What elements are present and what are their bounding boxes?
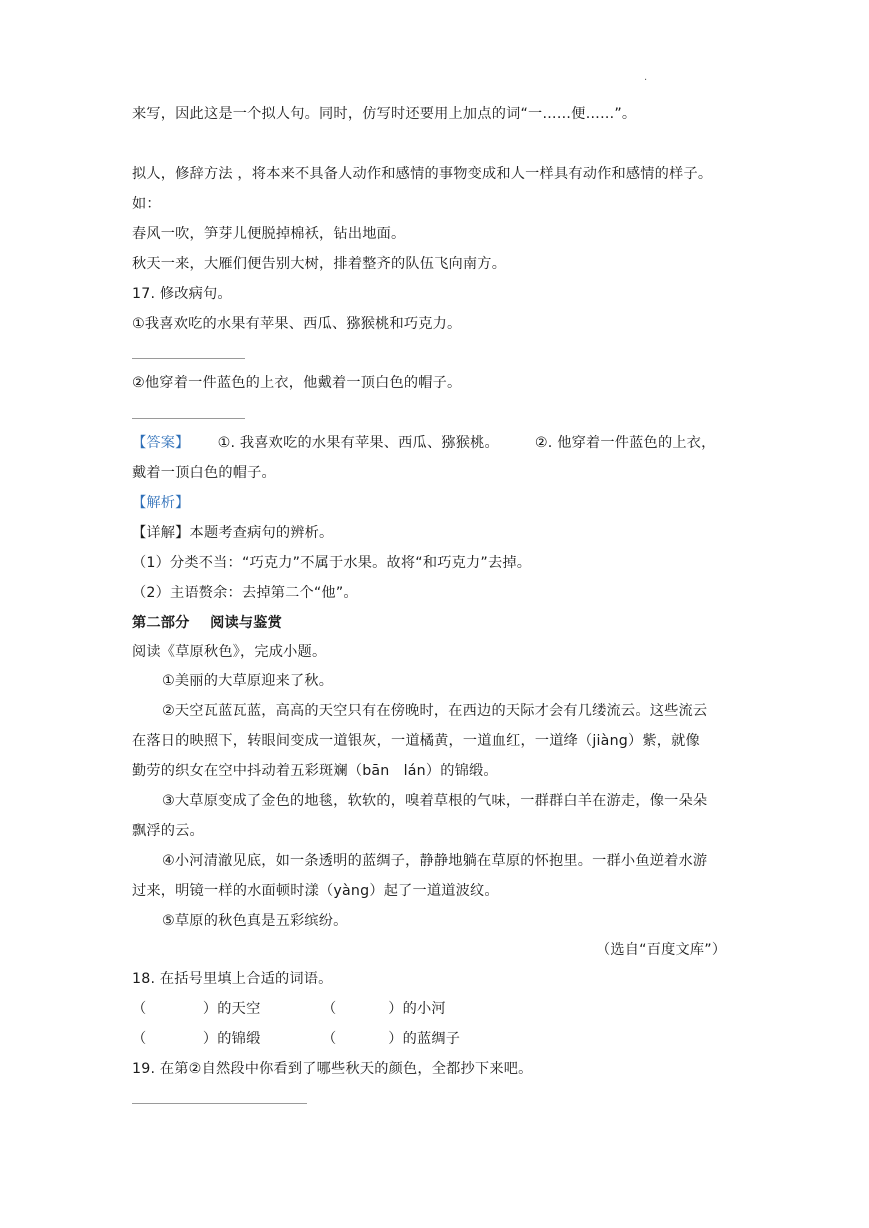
fill-blank-item: （ ）的锦缎 — [132, 1031, 261, 1047]
passage-paragraph-2-cont: 在落日的映照下，转眼间变成一道银灰，一道橘黄，一道血红，一道绛（jiàng）紫，就像 — [132, 733, 700, 749]
analysis-point-2: （2）主语赘余：去掉第二个“他”。 — [132, 585, 358, 601]
answer-blank-line — [132, 418, 245, 419]
passage-paragraph-4: ④小河清澈见底，如一条透明的蓝绸子，静静地躺在草原的怀抱里。一群小鱼逆着水游 — [162, 853, 708, 869]
passage-paragraph-1: ①美丽的大草原迎来了秋。 — [162, 673, 334, 689]
answer-blank-line — [132, 1103, 307, 1104]
section-heading: 第二部分 阅读与鉴赏 — [132, 615, 283, 631]
passage-source: （选自“百度文库”） — [596, 942, 727, 958]
text-line: 来写，因此这是一个拟人句。同时，仿写时还要用上加点的词“一……便……”。 — [132, 106, 637, 122]
passage-paragraph-4-cont: 过来，明镜一样的水面顿时漾（yàng）起了一道道波纹。 — [132, 883, 499, 899]
reading-intro: 阅读《草原秋色》，完成小题。 — [132, 644, 327, 660]
text-line: 秋天一来，大雁们便告别大树，排着整齐的队伍飞向南方。 — [132, 256, 507, 272]
text-line: 如： — [132, 196, 161, 212]
passage-paragraph-2: ②天空瓦蓝瓦蓝，高高的天空只有在傍晚时，在西边的天际才会有几缕流云。这些流云 — [162, 703, 708, 719]
question-19-title: 19. 在第②自然段中你看到了哪些秋天的颜色，全都抄下来吧。 — [132, 1061, 533, 1077]
passage-paragraph-2-cont: 勤劳的织女在空中抖动着五彩斑斓（bān lán）的锦缎。 — [132, 763, 498, 779]
analysis-label: 【解析】 — [132, 495, 190, 511]
text-line: 拟人，修辞方法 ，将本来不具备人动作和感情的事物变成和人一样具有动作和感情的样子。 — [132, 166, 713, 182]
analysis-point-1: （1）分类不当：“巧克力”不属于水果。故将“和巧克力”去掉。 — [132, 555, 532, 571]
fill-blank-item: （ ）的小河 — [322, 1001, 446, 1017]
answer-continuation: 戴着一顶白色的帽子。 — [132, 465, 276, 481]
fill-blank-item: （ ）的蓝绸子 — [322, 1031, 461, 1047]
answer-part-1: ①. 我喜欢吃的水果有苹果、西瓜、猕猴桃。 — [217, 435, 499, 451]
passage-paragraph-3-cont: 飘浮的云。 — [132, 823, 204, 839]
fill-blank-item: （ ）的天空 — [132, 1001, 261, 1017]
answer-part-2: ②. 他穿着一件蓝色的上衣， — [534, 435, 716, 451]
question-17-sentence-2: ②他穿着一件蓝色的上衣，他戴着一顶白色的帽子。 — [132, 375, 462, 391]
answer-blank-line — [132, 358, 245, 359]
question-18-title: 18. 在括号里填上合适的词语。 — [132, 971, 333, 987]
question-17-title: 17. 修改病句。 — [132, 286, 232, 302]
passage-paragraph-5: ⑤草原的秋色真是五彩缤纷。 — [162, 913, 348, 929]
answer-line — [132, 433, 716, 453]
passage-paragraph-3: ③大草原变成了金色的地毯，软软的，嗅着草根的气味，一群群白羊在游走，像一朵朵 — [162, 793, 708, 809]
page-dot: . — [644, 72, 648, 83]
analysis-detail: 【详解】本题考查病句的辨析。 — [132, 525, 334, 541]
answer-label: 【答案】 — [132, 435, 190, 451]
text-line: 春风一吹，笋芽儿便脱掉棉袄，钻出地面。 — [132, 226, 406, 242]
question-17-sentence-1: ①我喜欢吃的水果有苹果、西瓜、猕猴桃和巧克力。 — [132, 316, 462, 332]
